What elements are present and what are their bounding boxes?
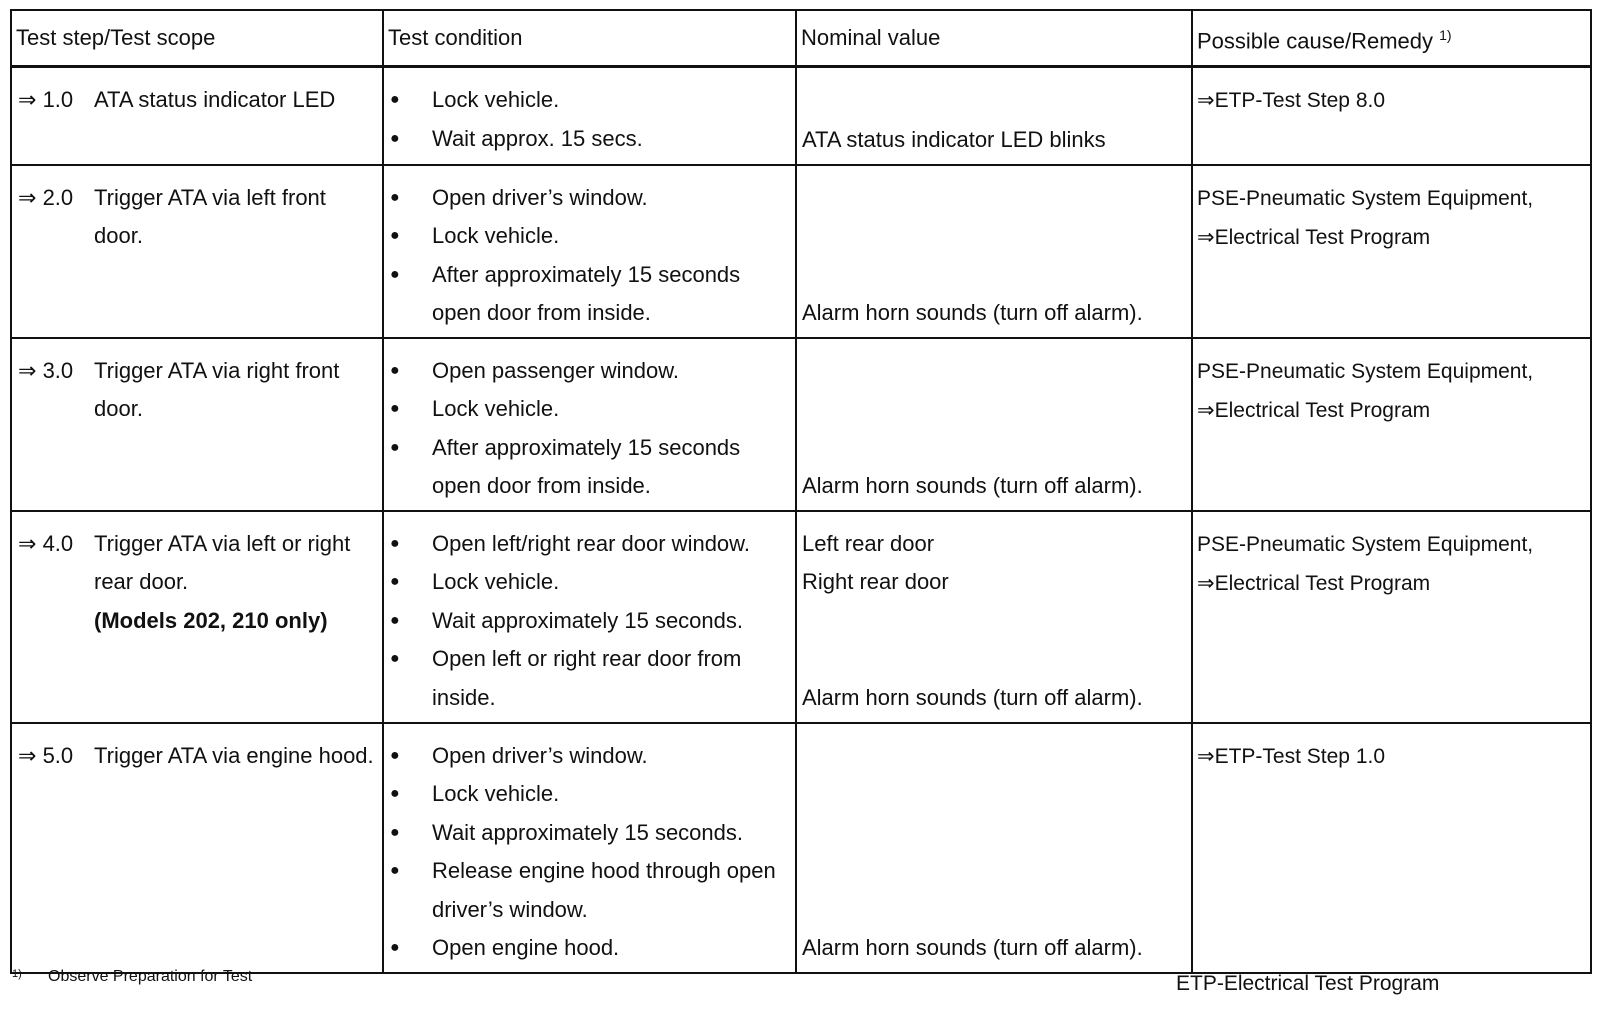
list-item — [384, 814, 795, 853]
condition-text: After approximately 15 seconds open door from inside. — [432, 261, 741, 325]
step-note: (Models 202, 210 only) — [94, 607, 328, 633]
bullet-icon: ● — [390, 534, 400, 552]
cell-test-step — [11, 338, 383, 511]
cell-remedy — [1192, 165, 1591, 338]
condition-text: Wait approximately 15 seconds. — [432, 819, 743, 845]
list-item — [384, 120, 795, 159]
cell-test-condition — [383, 338, 796, 511]
remedy-link: ⇒Electrical Test Program — [1197, 571, 1431, 595]
cell-test-condition — [383, 165, 796, 338]
list-item — [384, 563, 795, 602]
bullet-icon: ● — [390, 746, 400, 764]
condition-text: Lock vehicle. — [432, 396, 560, 421]
remedy-line: PSE-Pneumatic System Equipment, — [1197, 532, 1534, 556]
cell-remedy — [1192, 338, 1591, 511]
cell-nominal-value — [796, 67, 1192, 165]
condition-list — [384, 352, 795, 506]
step-scope: Trigger ATA via left or right rear door. — [94, 530, 351, 594]
condition-text: Open passenger window. — [432, 357, 680, 383]
bullet-icon: ● — [390, 91, 400, 108]
list-item — [384, 852, 795, 929]
cell-test-step — [11, 67, 383, 165]
step-number — [18, 737, 94, 776]
arrow-icon: ⇒ — [18, 357, 37, 383]
nominal-result: Alarm horn sounds (turn off alarm). — [802, 935, 1143, 960]
table-row — [11, 67, 1591, 165]
remedy-line: PSE-Pneumatic System Equipment, — [1197, 186, 1534, 210]
step-scope: Trigger ATA via left front door. — [94, 184, 326, 248]
list-item — [384, 640, 795, 717]
bullet-icon: ● — [390, 227, 400, 244]
step-number-value: 1.0 — [42, 87, 74, 112]
arrow-icon: ⇒ — [18, 184, 37, 210]
condition-text: Release engine hood through open driver’s window. — [432, 858, 776, 922]
cell-test-step — [11, 511, 383, 723]
bullet-icon: ● — [390, 939, 400, 956]
condition-text: Open engine hood. — [432, 935, 620, 960]
list-item — [384, 775, 795, 814]
nominal-result: ATA status indicator LED blinks — [802, 127, 1106, 152]
table-row — [11, 511, 1591, 723]
bullet-icon: ● — [390, 650, 400, 667]
cell-remedy — [1192, 67, 1591, 165]
bullet-icon: ● — [390, 400, 400, 417]
bullet-icon: ● — [390, 188, 400, 206]
header-remedy — [1192, 10, 1591, 67]
condition-text: After approximately 15 seconds open door from inside. — [432, 434, 741, 498]
list-item — [384, 737, 795, 776]
bullet-icon: ● — [390, 265, 400, 283]
step-number — [18, 352, 94, 429]
remedy-link: ⇒Electrical Test Program — [1197, 225, 1431, 249]
bullet-icon: ● — [390, 129, 400, 147]
remedy-line: ⇒ETP-Test Step 8.0 — [1197, 89, 1386, 112]
arrow-icon: ⇒ — [18, 530, 37, 556]
condition-text: Open driver’s window. — [432, 742, 648, 768]
header-nominal-value: Nominal value — [796, 10, 1192, 67]
list-item — [384, 429, 795, 506]
nominal-top: Left rear door Right rear door — [802, 530, 949, 594]
arrow-icon: ⇒ — [18, 87, 37, 112]
bullet-icon: ● — [390, 611, 400, 629]
abbreviation-legend: ETP-Electrical Test Program — [1176, 972, 1440, 995]
footnote — [12, 968, 252, 986]
cell-test-condition — [383, 723, 796, 973]
footnote-mark: 1) — [12, 968, 22, 980]
bullet-icon: ● — [390, 862, 400, 879]
condition-text: Lock vehicle. — [432, 223, 560, 248]
condition-text: Open left/right rear door window. — [432, 530, 750, 556]
nominal-result: Alarm horn sounds (turn off alarm). — [802, 685, 1143, 710]
step-scope: Trigger ATA via right front door. — [94, 357, 340, 421]
arrow-icon: ⇒ — [18, 742, 37, 768]
header-test-step: Test step/Test scope — [11, 10, 383, 67]
remedy-line: PSE-Pneumatic System Equipment, — [1197, 359, 1534, 383]
condition-text: Lock vehicle. — [432, 569, 560, 594]
nominal-result: Alarm horn sounds (turn off alarm). — [802, 300, 1143, 325]
condition-list — [384, 525, 795, 718]
cell-nominal-value — [796, 723, 1192, 973]
step-number — [18, 179, 94, 256]
list-item — [384, 525, 795, 564]
test-table — [10, 9, 1592, 974]
cell-nominal-value — [796, 511, 1192, 723]
list-item — [384, 179, 795, 218]
cell-test-condition — [383, 67, 796, 165]
step-number-value: 4.0 — [42, 530, 74, 556]
cell-test-step — [11, 723, 383, 973]
header-remedy-label: Possible cause/Remedy — [1197, 27, 1434, 53]
list-item — [384, 217, 795, 256]
table-row — [11, 165, 1591, 338]
step-scope: Trigger ATA via engine hood. — [94, 742, 374, 768]
step-number — [18, 81, 94, 120]
cell-test-step — [11, 165, 383, 338]
table-row — [11, 723, 1591, 973]
bullet-icon: ● — [390, 361, 400, 379]
header-test-condition: Test condition — [383, 10, 796, 67]
bullet-icon: ● — [390, 573, 400, 590]
bullet-icon: ● — [390, 438, 400, 456]
condition-text: Lock vehicle. — [432, 781, 560, 806]
list-item — [384, 390, 795, 429]
step-number-value: 2.0 — [42, 184, 74, 210]
list-item — [384, 602, 795, 641]
nominal-result: Alarm horn sounds (turn off alarm). — [802, 473, 1143, 498]
step-number — [18, 525, 94, 641]
table-body — [11, 67, 1591, 973]
condition-text: Open driver’s window. — [432, 184, 648, 210]
cell-test-condition — [383, 511, 796, 723]
list-item — [384, 929, 795, 968]
cell-nominal-value — [796, 165, 1192, 338]
bullet-icon: ● — [390, 823, 400, 841]
condition-list — [384, 737, 795, 968]
list-item — [384, 81, 795, 120]
step-number-value: 5.0 — [42, 742, 74, 768]
header-row — [11, 10, 1591, 67]
step-scope: ATA status indicator LED — [94, 87, 336, 112]
footnote-text: Observe Preparation for Test — [48, 968, 253, 985]
cell-remedy — [1192, 723, 1591, 973]
condition-text: Wait approximately 15 seconds. — [432, 607, 743, 633]
table-row — [11, 338, 1591, 511]
remedy-line: ⇒ETP-Test Step 1.0 — [1197, 744, 1386, 768]
cell-nominal-value — [796, 338, 1192, 511]
condition-text: Wait approx. 15 secs. — [432, 125, 643, 151]
step-number-value: 3.0 — [42, 357, 74, 383]
bullet-icon: ● — [390, 785, 400, 802]
list-item — [384, 352, 795, 391]
condition-list — [384, 81, 795, 158]
condition-list — [384, 179, 795, 333]
condition-text: Open left or right rear door from inside. — [432, 646, 742, 710]
remedy-link: ⇒Electrical Test Program — [1197, 398, 1431, 422]
cell-remedy — [1192, 511, 1591, 723]
condition-text: Lock vehicle. — [432, 87, 560, 112]
footnote-reference: 1) — [1439, 26, 1452, 43]
list-item — [384, 256, 795, 333]
